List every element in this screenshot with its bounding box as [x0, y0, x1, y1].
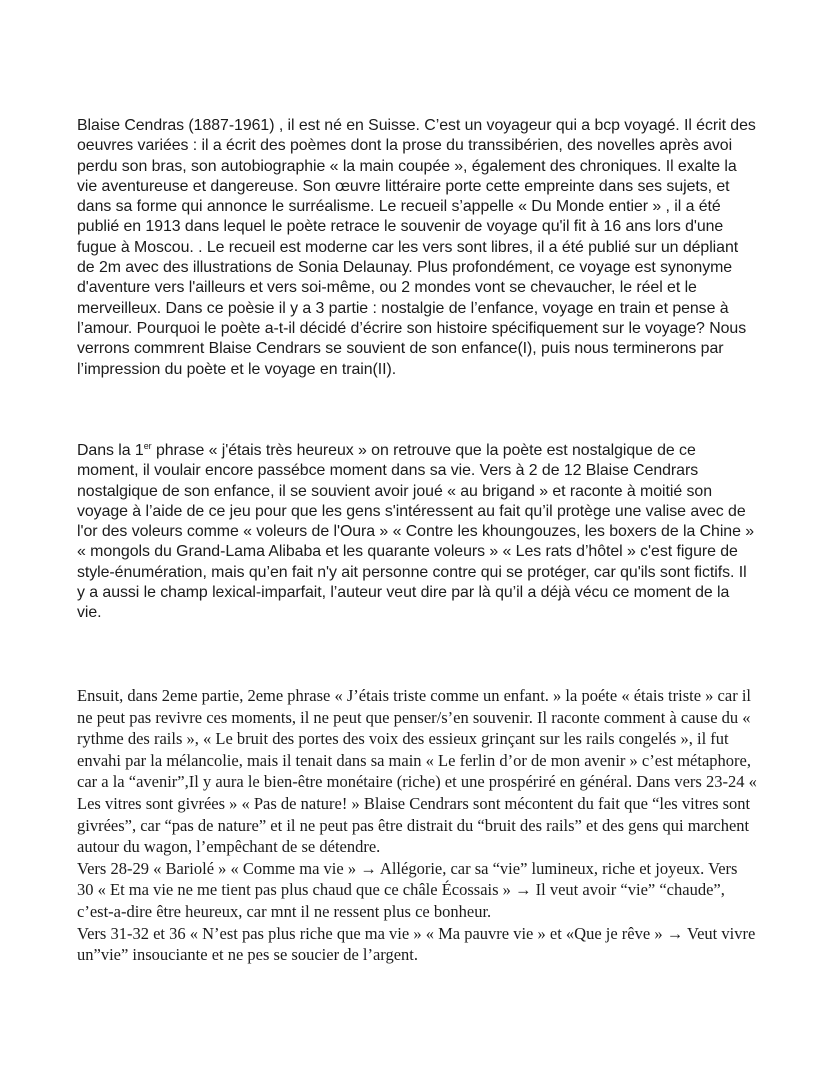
- part-one-text: phrase « j'étais très heureux » on retrouve que la poète est nostalgique de ce moment, il voulair encore passébce moment dans sa vie. Vers à 2 de 12 Blaise Cendrars nostalgique de son enfance, il se souvient avoir joué « au brigand » et raconte à moitié son voyage à l’aide de ce jeu pour que les gens s'intéressent au fait qu’il protège une valise avec de l'or des voleurs comme « voleurs de l'Oura » « Contre les khoungouzes, les boxers de la Chine » « mongols du Grand-Lama Alibaba et les quarante voleurs » « Les rats d’hôtel » c'est figure de style-énumération, mais qu’en fait n'y ait personne contre qui se protéger, car qu'ils sont fictifs. Il y a aussi le champ lexical-imparfait, l’auteur veut dire par là qu’il a déjà vécu ce moment de la vie.: [77, 442, 755, 622]
- part-one-lead: Dans la 1: [77, 442, 144, 459]
- part-one-paragraph: [77, 441, 757, 624]
- part-two-paragraph: Ensuit, dans 2eme partie, 2eme phrase « J’étais triste comme un enfant. » la poéte « étais triste » car il ne peut pas revivre ces moments, il ne peut que penser/s’en souvenir. Il raconte comment à cause du « rythme des rails », « Le bruit des portes des voix des essieux grinçant sur les rails congelés », il fut envahi par la mélancolie, mais il tenait dans sa main « Le ferlin d’or de mon avenir » c’est métaphore, car a la “avenir”,Il y aura le bien-être monétaire (riche) et une prospériré en général. Dans vers 23-24 « Les vitres sont givrées » « Pas de nature! » Blaise Cendrars sont mécontent du fait que “les vitres sont givrées”, car “pas de nature” et il ne peut pas être distrait du “bruit des rails” et des gens qui marchent autour du wagon, l’empêchant de se détendre.: [77, 686, 757, 857]
- ordinal-superscript: er: [143, 441, 152, 451]
- intro-paragraph: Blaise Cendras (1887-1961) , il est né en Suisse. C’est un voyageur qui a bcp voyagé. Il écrit des oeuvres variées : il a écrit des poèmes dont la prose du transsibérien, des novelles après avoi perdu son bras, son autobiographie « la main coupée », également des chroniques. Il exalte la vie aventureuse et dangereuse. Son œuvre littéraire porte cette empreinte dans ses sujets, et dans sa forme qui annonce le surréalisme. Le recueil s’appelle « Du Monde entier » , il a été publié en 1913 dans lequel le poète retrace le souvenir de voyage qu'il fit à 16 ans lors d'une fugue à Moscou. . Le recueil est moderne car les vers sont libres, il a été publié sur un dépliant de 2m avec des illustrations de Sonia Delaunay. Plus profondément, ce voyage est synonyme d'aventure vers l'ailleurs et vers soi-même, ou 2 mondes vont se chevaucher, le réel et le merveilleux. Dans ce poèsie il y a 3 partie : nostalgie de l’enfance, voyage en train et pense à l’amour. Pourquoi le poète a-t-il décidé d’écrire son histoire spécifiquement sur le voyage? Nous verrons commrent Blaise Cendrars se souvient de son enfance(I), puis nous terminerons par l’impression du poète et le voyage en train(II).: [77, 117, 756, 378]
- part-two-section: [77, 685, 757, 966]
- verse-analysis-31-36: Vers 31-32 et 36 « N’est pas plus riche que ma vie » « Ma pauvre vie » et «Que je rêve » → Veut vivre un”vie” insouciante et ne pes se soucier de l’argent.: [77, 923, 756, 965]
- verse-analysis-28-30: Vers 28-29 « Bariolé » « Comme ma vie » → Allégorie, car sa “vie” lumineux, riche et joyeux. Vers 30 « Et ma vie ne me tient pas plus chaud que ce châle Écossais » → Il veut avoir “vie” “chaude”, c’est-a-dire être heureux, car mnt il ne ressent plus ce bonheur.: [77, 858, 738, 921]
